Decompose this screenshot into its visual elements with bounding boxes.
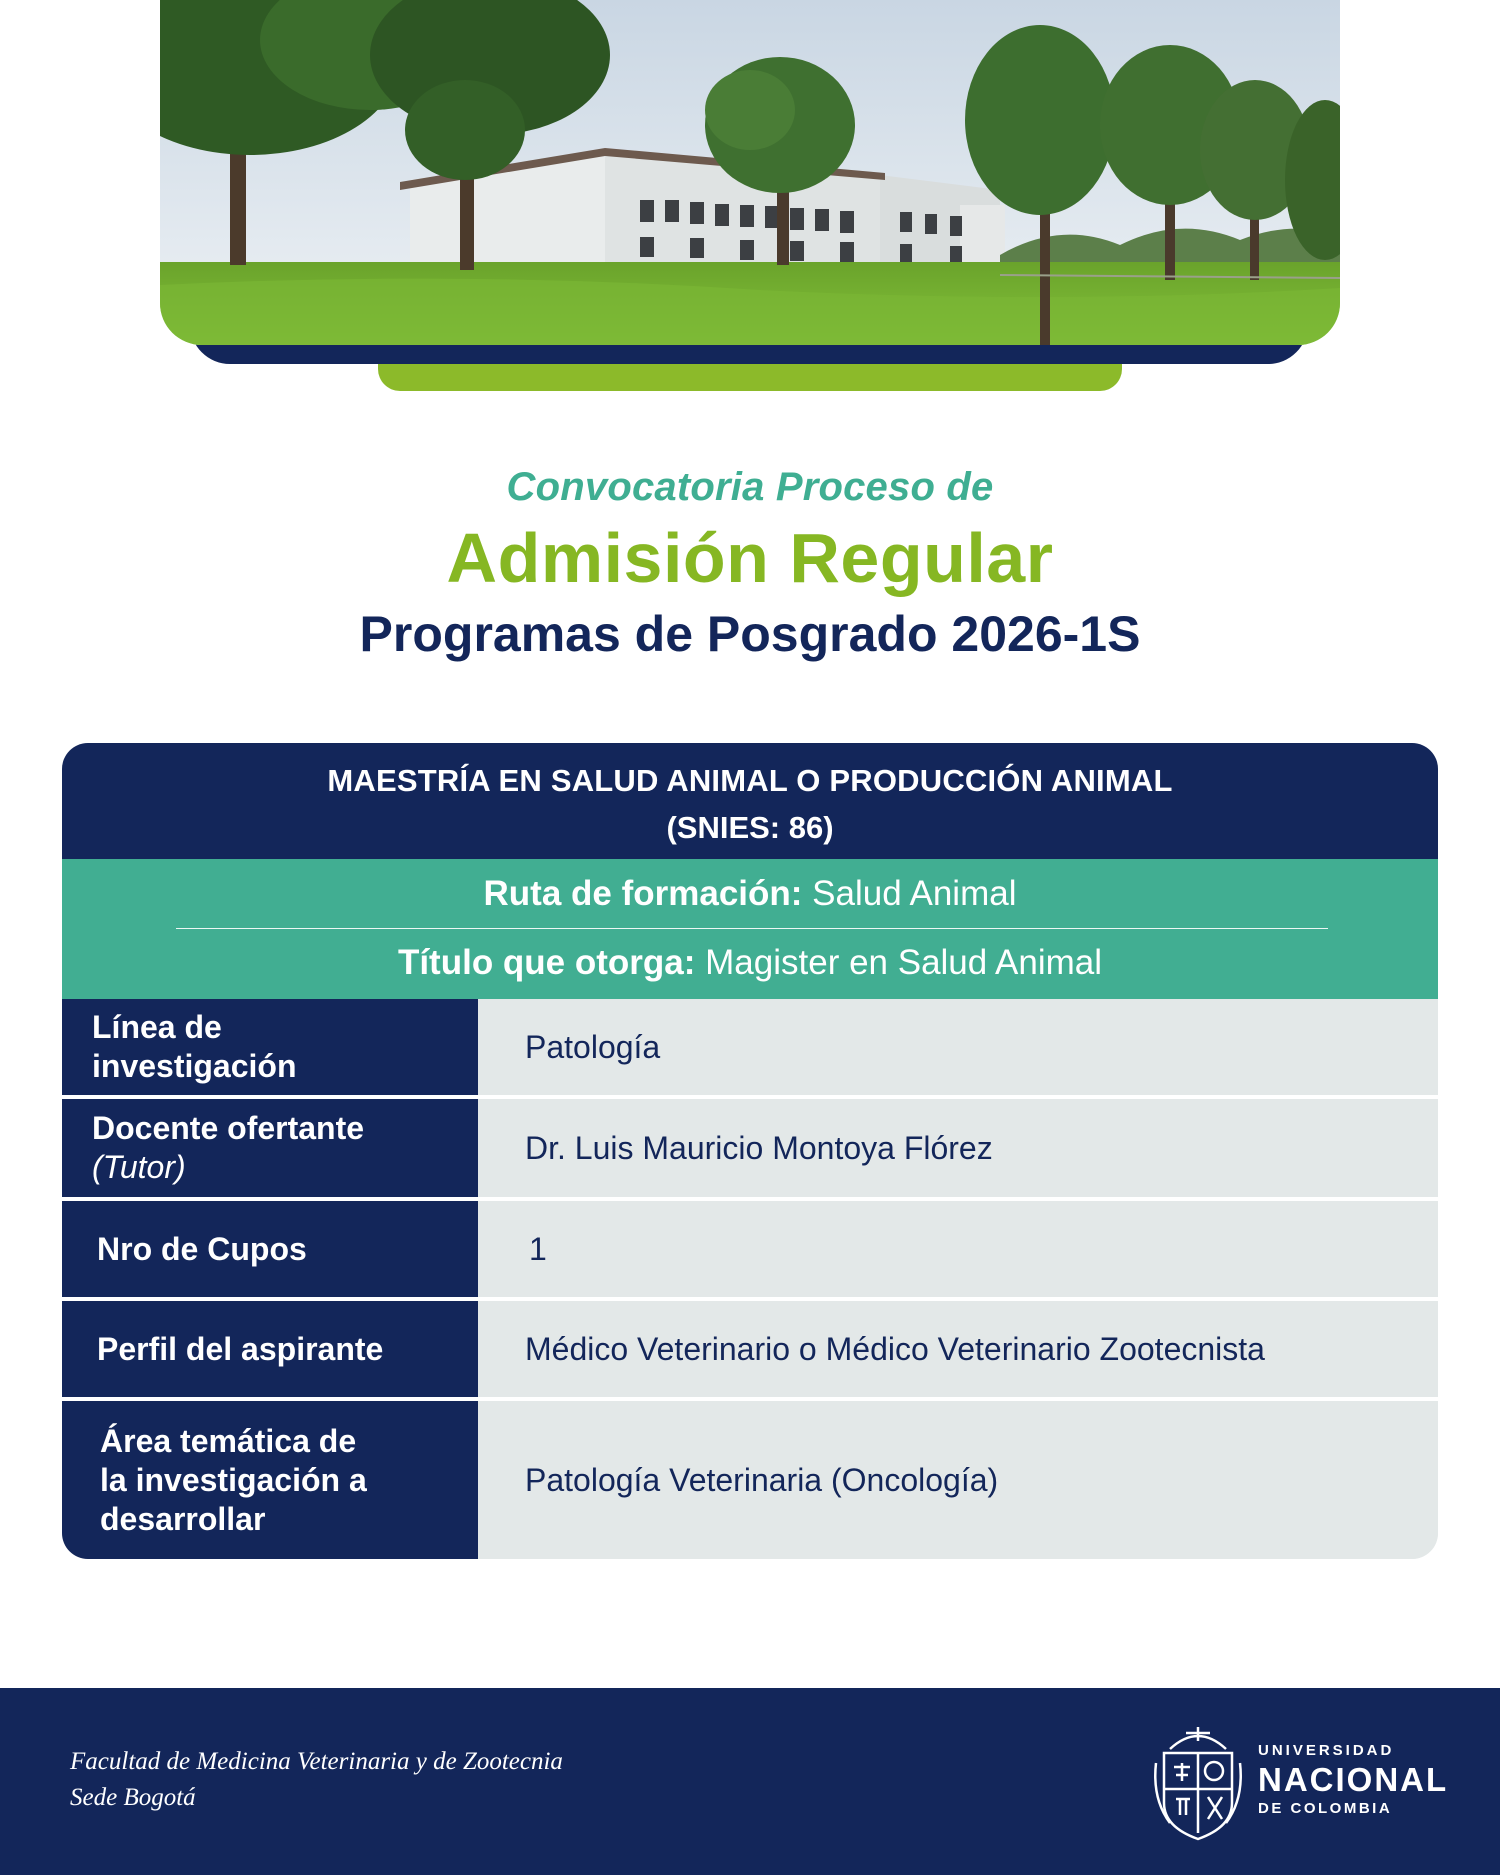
logo-wordmark xyxy=(1258,1741,1448,1819)
title-kicker: Convocatoria Proceso de xyxy=(506,465,994,509)
university-seal-icon xyxy=(1150,1719,1246,1847)
footer xyxy=(0,1688,1500,1875)
row-value: Patología Veterinaria (Oncología) xyxy=(481,1401,1438,1559)
row-label xyxy=(62,1099,478,1197)
degree-value: Magister en Salud Animal xyxy=(705,943,1103,982)
table-row xyxy=(62,1201,1438,1297)
program-header xyxy=(62,743,1438,859)
table-row xyxy=(62,1401,1438,1559)
program-card xyxy=(62,743,1438,1559)
title-main: Admisión Regular xyxy=(446,519,1054,597)
degree-line xyxy=(62,943,1438,983)
title-block xyxy=(0,455,1500,669)
campus-name: Sede Bogotá xyxy=(70,1784,196,1811)
university-logo xyxy=(1150,1719,1450,1847)
row-value: Dr. Luis Mauricio Montoya Flórez xyxy=(481,1099,1438,1197)
hero-banner xyxy=(0,0,1500,392)
logo-line-2: NACIONAL xyxy=(1258,1761,1449,1798)
row-label: Área temática de la investigación a desarrollar xyxy=(62,1401,478,1559)
route-value: Salud Animal xyxy=(812,874,1017,913)
program-name: MAESTRÍA EN SALUD ANIMAL O PRODUCCIÓN ANIMAL xyxy=(327,763,1173,798)
row-label: Línea de investigación xyxy=(62,999,478,1095)
logo-line-3: DE COLOMBIA xyxy=(1258,1800,1393,1817)
table-row xyxy=(62,999,1438,1095)
route-band xyxy=(62,859,1438,999)
row-value: 1 xyxy=(481,1201,1438,1297)
table-row xyxy=(62,1301,1438,1397)
row-label-note: (Tutor) xyxy=(92,1149,186,1185)
route-line xyxy=(62,874,1438,914)
title-sub: Programas de Posgrado 2026-1S xyxy=(359,606,1141,662)
degree-label: Título que otorga: xyxy=(397,943,696,982)
program-snies: (SNIES: 86) xyxy=(666,810,834,845)
row-label: Perfil del aspirante xyxy=(62,1301,478,1397)
row-value: Médico Veterinario o Médico Veterinario Zootecnista xyxy=(481,1301,1438,1397)
row-label: Nro de Cupos xyxy=(62,1201,478,1297)
campus-photo xyxy=(160,0,1340,345)
row-value: Patología xyxy=(481,999,1438,1095)
faculty-text xyxy=(70,1744,563,1816)
row-label-text: Docente ofertante xyxy=(92,1110,365,1146)
route-divider xyxy=(176,928,1328,929)
route-label: Ruta de formación: xyxy=(483,874,803,913)
logo-line-1: UNIVERSIDAD xyxy=(1258,1742,1395,1759)
table-row xyxy=(62,1099,1438,1197)
faculty-name: Facultad de Medicina Veterinaria y de Zootecnia xyxy=(70,1748,563,1775)
